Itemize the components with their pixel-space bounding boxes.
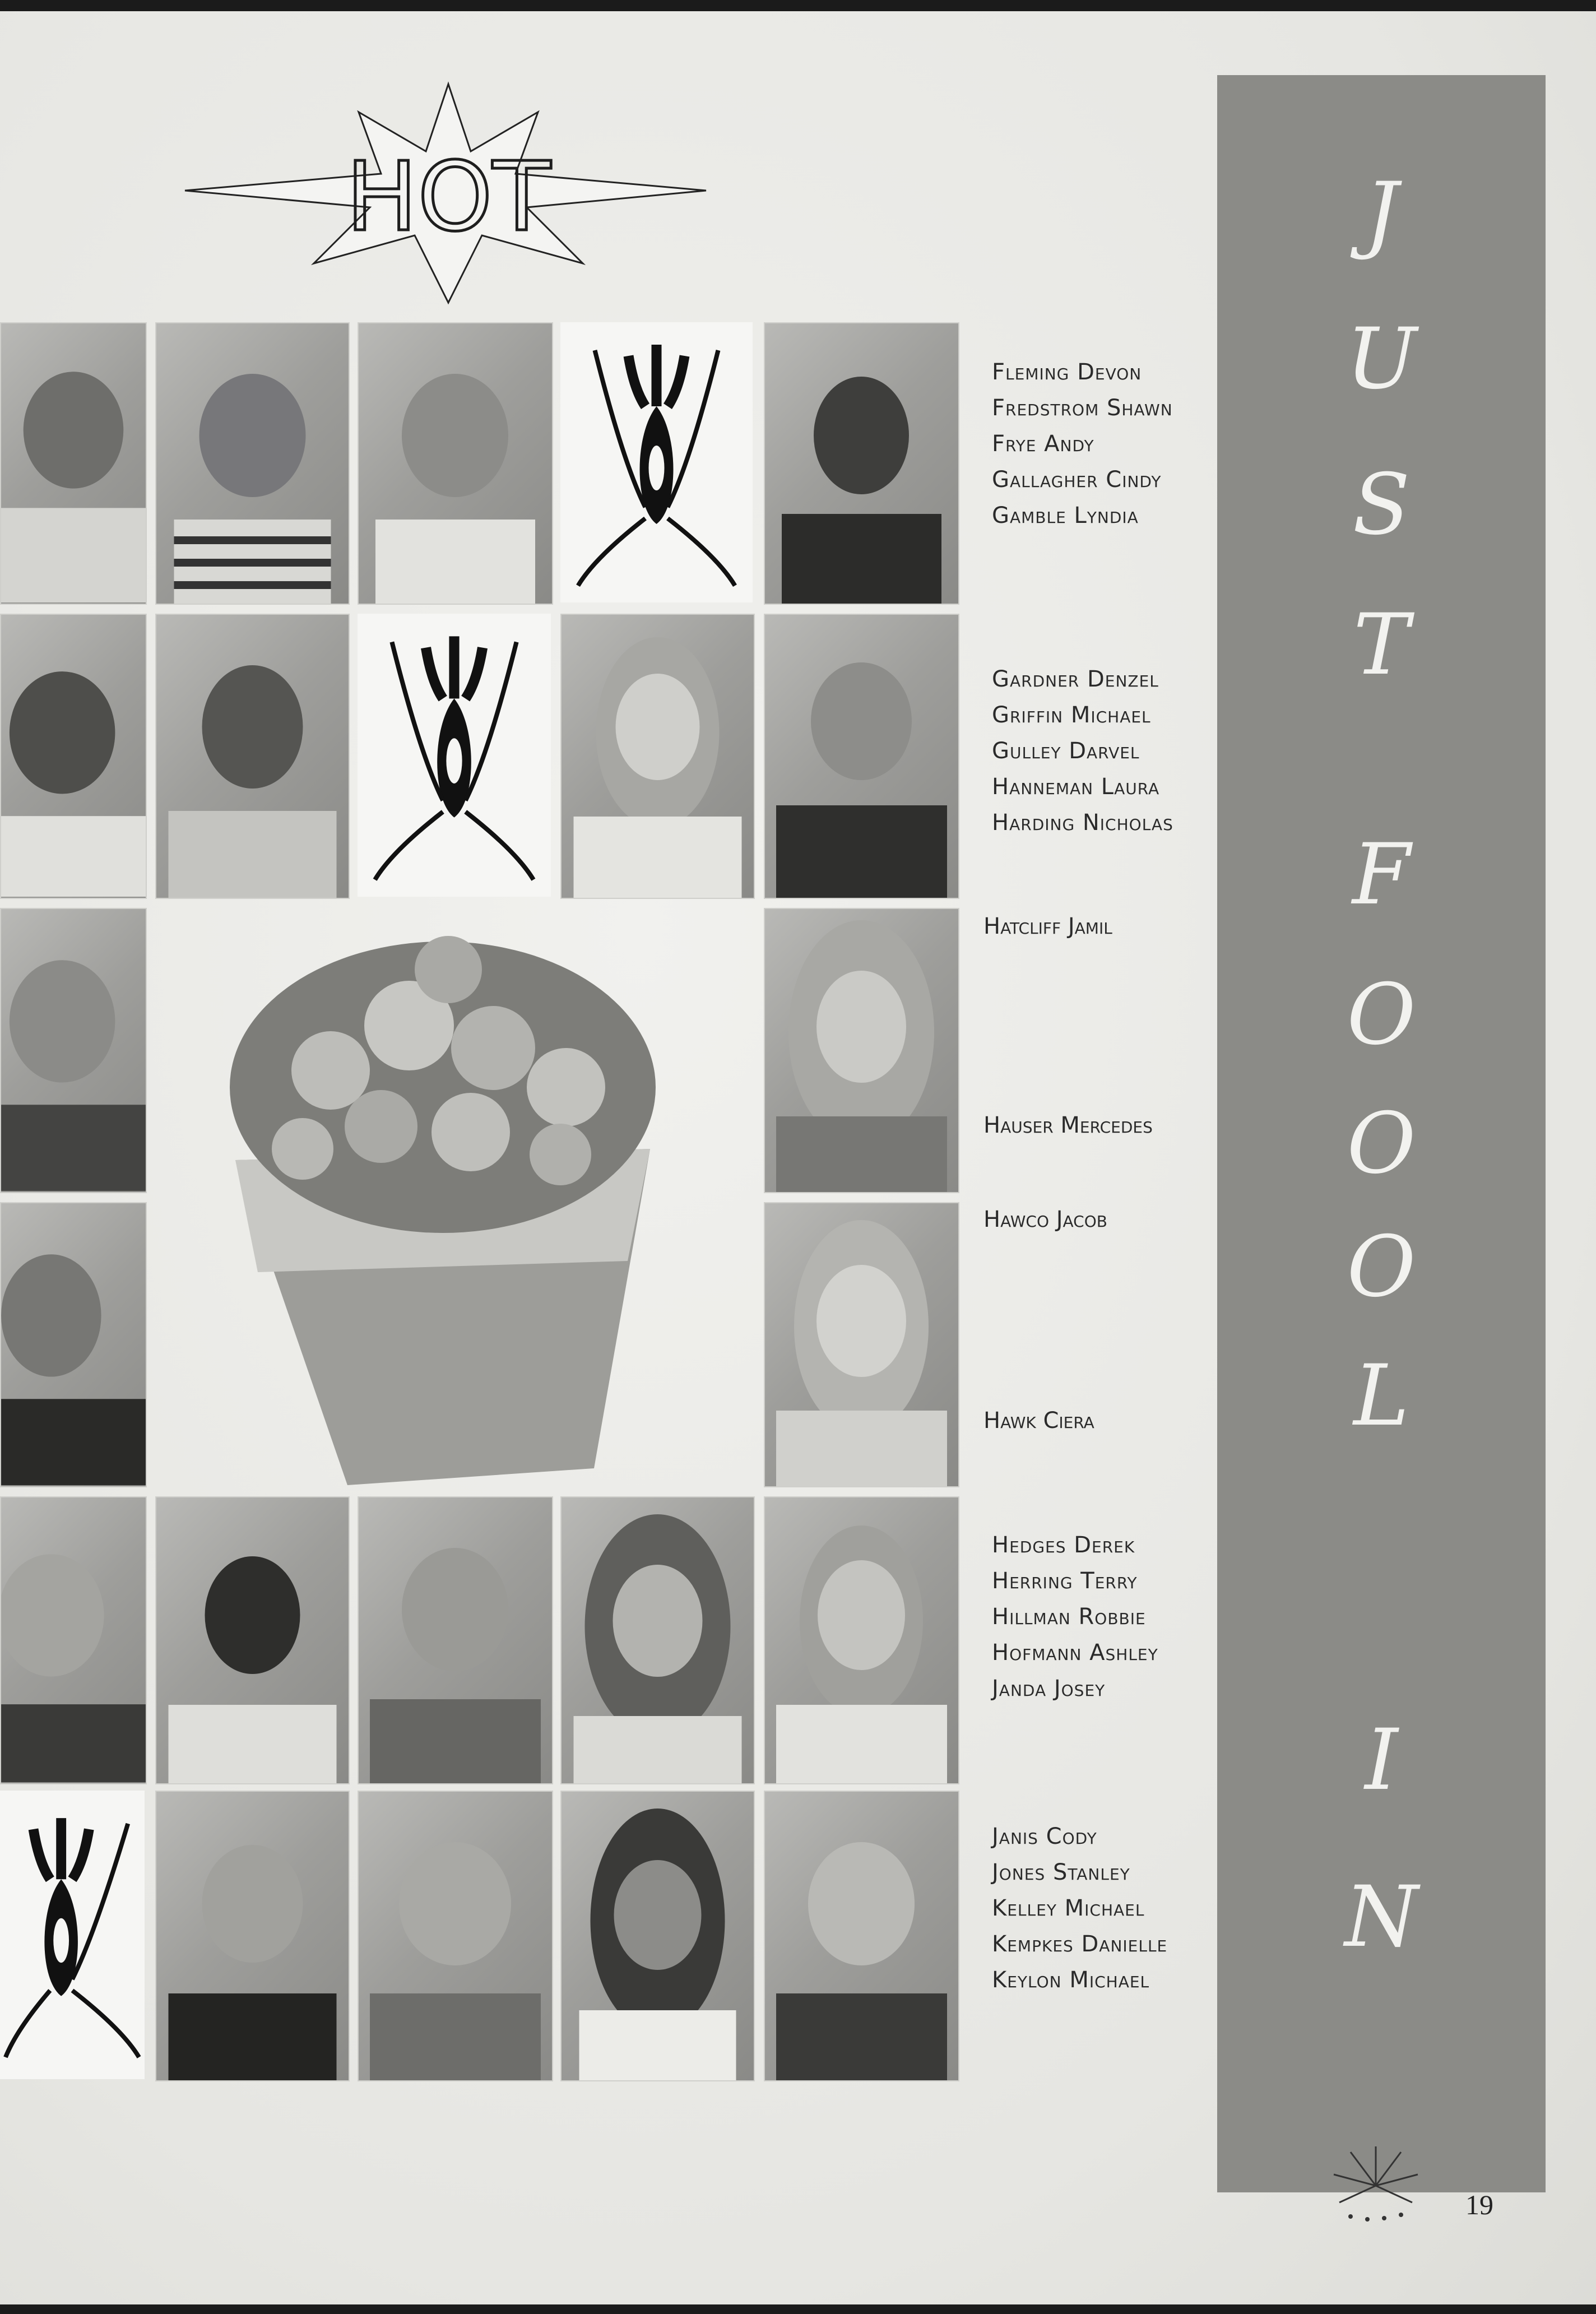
banner-letter: I [1365,1712,1398,1809]
student-name: Keylon Michael [992,1967,1150,1993]
banner-letter: U [1346,310,1417,408]
student-photo [764,1496,959,1784]
name-list-group-3 [992,1527,1158,1706]
student-photo [764,1202,959,1487]
student-name: Hedges Derek [992,1532,1135,1558]
student-name: Jones Stanley [992,1859,1130,1885]
top-border [0,0,1596,11]
name-list-group-1 [992,354,1173,534]
name-list-group-2 [992,661,1173,841]
student-name: Frye Andy [992,431,1094,457]
bottom-border [0,2304,1596,2314]
student-photo [155,1791,350,2081]
banner-letter: F [1352,826,1411,924]
student-photo [155,1496,350,1784]
student-photo [358,322,553,605]
student-name: Fredstrom Shawn [992,395,1173,421]
student-photo [0,1496,147,1784]
student-photo [358,1496,553,1784]
student-name: Hofmann Ashley [992,1640,1158,1666]
student-name: Hawk Ciera [983,1408,1094,1434]
student-name: Herring Terry [992,1568,1138,1594]
flame-figure-doodle-icon [0,1791,145,2079]
name-list-group-4 [992,1819,1167,1998]
student-photo [560,1791,755,2081]
side-title-banner [1217,75,1546,2192]
student-name: Kelley Michael [992,1895,1145,1921]
page-number: 19 [1465,2189,1493,2220]
student-name: Kempkes Danielle [992,1931,1168,1957]
student-name: Gardner Denzel [992,666,1159,692]
student-photo [764,322,959,605]
student-photo [0,1202,147,1487]
student-photo [764,908,959,1193]
flame-figure-doodle-icon [358,614,551,897]
student-name: Janis Cody [992,1824,1097,1849]
student-photo [560,614,755,899]
flame-figure-doodle-icon [560,322,753,602]
student-photo [0,908,147,1193]
banner-letter: S [1352,456,1411,554]
student-photo [764,1791,959,2081]
student-name: Hillman Robbie [992,1604,1146,1630]
student-photo [358,1791,553,2081]
banner-letter: N [1344,1868,1418,1966]
student-name: Griffin Michael [992,702,1151,728]
student-name: Janda Josey [992,1676,1106,1701]
student-photo [764,614,959,899]
hot-title: HOT [346,142,551,253]
hot-starburst-icon [179,78,717,314]
student-name: Fleming Devon [992,359,1142,385]
banner-letter: T [1353,596,1410,694]
student-name: Harding Nicholas [992,810,1173,836]
student-name: Hauser Mercedes [983,1112,1153,1138]
student-photo [0,614,147,899]
banner-letter: L [1353,1347,1409,1445]
student-name: Gulley Darvel [992,738,1140,764]
popcorn-cup-image [146,902,751,1496]
firework-icon [1328,2141,1423,2225]
banner-letter: O [1347,1095,1416,1193]
student-name: Hanneman Laura [992,774,1160,800]
student-photo [155,322,350,605]
banner-letter: O [1347,1218,1416,1316]
student-photo [0,322,147,605]
student-name: Gamble Lyndia [992,503,1139,528]
student-photo [560,1496,755,1784]
student-photo [155,614,350,899]
student-name: Gallagher Cindy [992,467,1162,493]
student-name: Hawco Jacob [983,1207,1107,1232]
banner-letter: J [1364,165,1399,262]
banner-letter: O [1347,966,1416,1064]
student-name: Hatcliff Jamil [983,913,1112,939]
